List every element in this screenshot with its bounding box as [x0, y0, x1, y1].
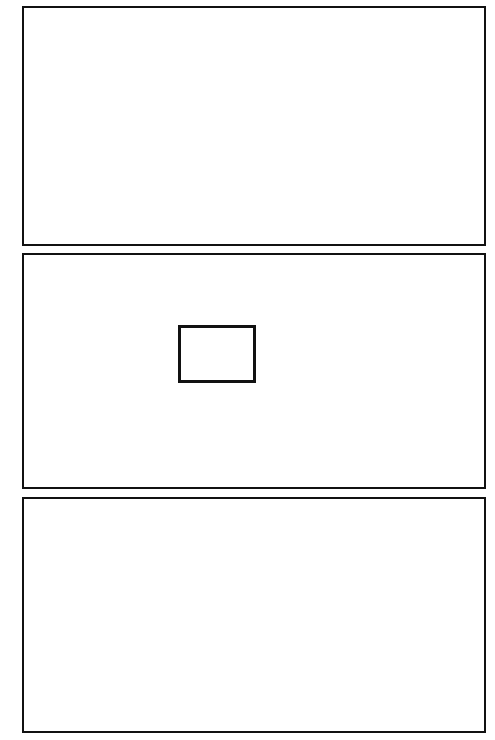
page-bottom: [22, 497, 486, 733]
page-middle: [22, 253, 486, 489]
seal-stamp: [178, 325, 256, 383]
page-top: [22, 6, 486, 246]
text-block-bottom: [28, 503, 480, 727]
text-block-middle: [28, 259, 480, 483]
text-block-top: [28, 12, 480, 240]
